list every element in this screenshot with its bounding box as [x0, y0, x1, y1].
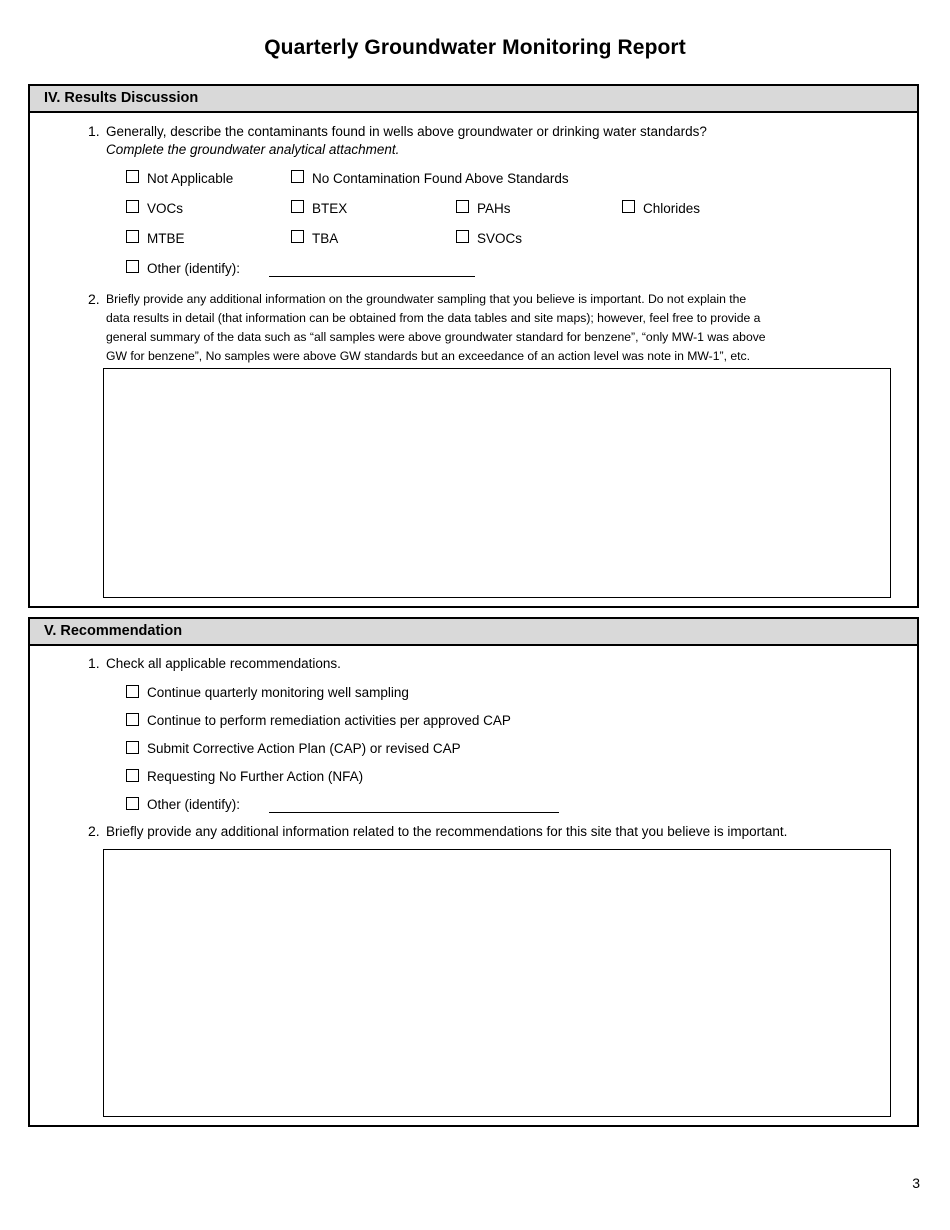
section-header: IV. Results Discussion [30, 86, 917, 113]
submit-cap-checkbox[interactable] [126, 741, 139, 754]
question-text-line: GW for benzene”, No samples were above GW standards but an exceedance of an action level was note in MW-1”, etc. [106, 349, 750, 363]
no-contamination-checkbox[interactable] [291, 170, 304, 183]
question-instruction: Complete the groundwater analytical attachment. [106, 142, 400, 157]
question-text: Generally, describe the contaminants found in wells above groundwater or drinking water standards? [106, 124, 707, 139]
page-number: 3 [912, 1175, 920, 1191]
checkbox-label: Other (identify): [147, 797, 241, 812]
checkbox-label: Other (identify): [147, 261, 241, 276]
continue-remediation-checkbox[interactable] [126, 713, 139, 726]
continue-monitoring-checkbox[interactable] [126, 685, 139, 698]
tba-checkbox[interactable] [291, 230, 304, 243]
recommendation-section [28, 617, 919, 1127]
question-number: 2. [88, 823, 100, 839]
vocs-checkbox[interactable] [126, 200, 139, 213]
pahs-checkbox[interactable] [456, 200, 469, 213]
checkbox-label: BTEX [312, 201, 348, 216]
requesting-nfa-checkbox[interactable] [126, 769, 139, 782]
not-applicable-checkbox[interactable] [126, 170, 139, 183]
checkbox-label: PAHs [477, 201, 511, 216]
chlorides-checkbox[interactable] [622, 200, 635, 213]
svocs-checkbox[interactable] [456, 230, 469, 243]
question-text-line: Briefly provide any additional information on the groundwater sampling that you believe is important. Do not explain the [106, 292, 747, 306]
question-text-line: general summary of the data such as “all samples were above groundwater standard for benzene”, “only MW-1 was above [106, 330, 766, 344]
checkbox-label: Requesting No Further Action (NFA) [147, 769, 364, 784]
checkbox-label: No Contamination Found Above Standards [312, 171, 569, 186]
recommendation-info-textbox[interactable] [103, 849, 891, 1117]
checkbox-label: Continue to perform remediation activities per approved CAP [147, 713, 511, 728]
checkbox-label: TBA [312, 231, 339, 246]
checkbox-label: Continue quarterly monitoring well sampling [147, 685, 409, 700]
question-number: 1. [88, 123, 100, 139]
question-text-line: data results in detail (that information can be obtained from the data tables and site maps); however, feel free to provide a [106, 311, 761, 325]
other-checkbox[interactable] [126, 260, 139, 273]
checkbox-label: VOCs [147, 201, 184, 216]
checkbox-label: MTBE [147, 231, 185, 246]
groundwater-sampling-info-textbox[interactable] [103, 368, 891, 598]
other-identify-line[interactable] [269, 276, 475, 277]
section-header: V. Recommendation [30, 619, 917, 646]
mtbe-checkbox[interactable] [126, 230, 139, 243]
report-title: Quarterly Groundwater Monitoring Report [264, 36, 686, 59]
other-identify-line[interactable] [269, 812, 559, 813]
other-recommendation-checkbox[interactable] [126, 797, 139, 810]
question-number: 1. [88, 655, 100, 671]
checkbox-label: SVOCs [477, 231, 523, 246]
question-text: Check all applicable recommendations. [106, 656, 341, 671]
question-number: 2. [88, 291, 100, 307]
question-text: Briefly provide any additional information related to the recommendations for this site that you believe is important. [106, 824, 788, 839]
results-discussion-section [28, 84, 919, 608]
checkbox-label: Not Applicable [147, 171, 234, 186]
checkbox-label: Submit Corrective Action Plan (CAP) or revised CAP [147, 741, 461, 756]
checkbox-label: Chlorides [643, 201, 701, 216]
btex-checkbox[interactable] [291, 200, 304, 213]
